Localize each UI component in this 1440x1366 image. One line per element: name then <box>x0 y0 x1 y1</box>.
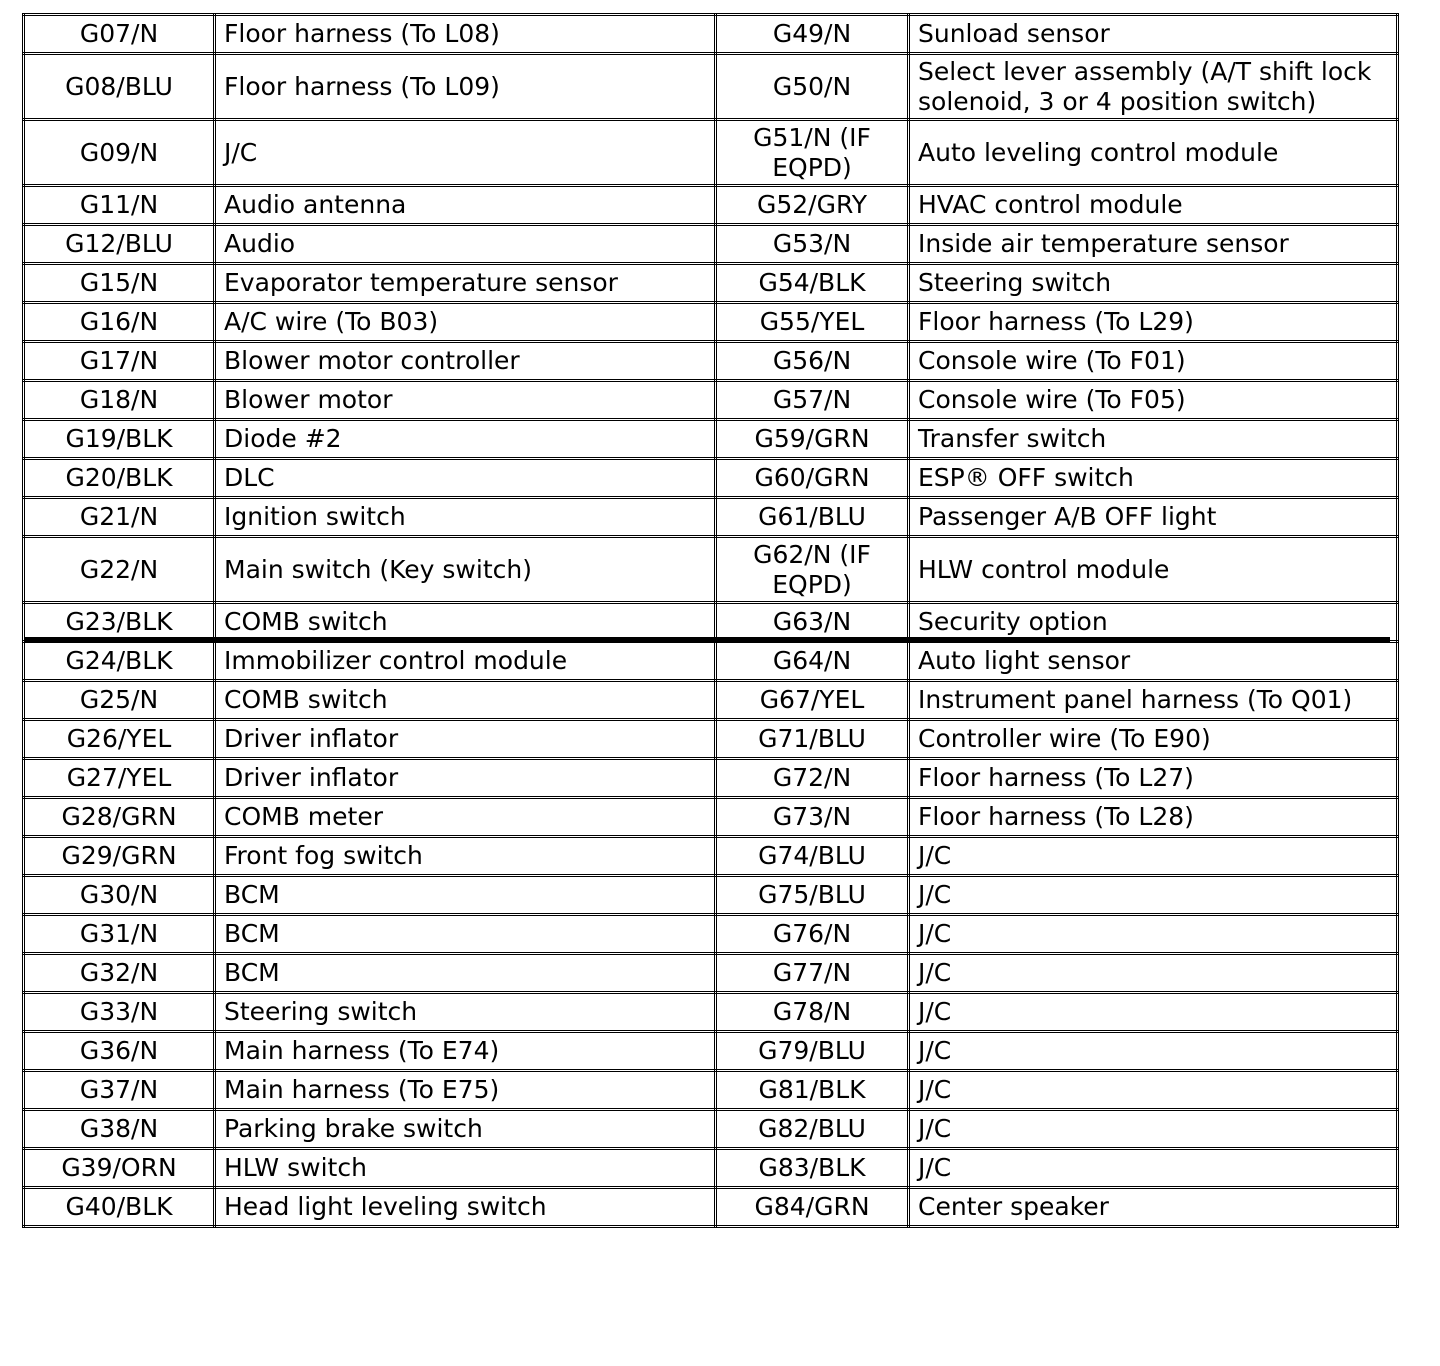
table-row <box>24 1149 1398 1188</box>
connector-code-left: G26/YEL <box>24 720 215 759</box>
table-row <box>24 798 1398 837</box>
connector-code-left: G15/N <box>24 264 215 303</box>
table-row <box>24 642 1398 681</box>
connector-code-right: G67/YEL <box>716 681 909 720</box>
connector-description-right: Steering switch <box>909 264 1398 303</box>
connector-description-right: Auto leveling control module <box>909 120 1398 186</box>
connector-description-left: Blower motor controller <box>215 342 716 381</box>
connector-description-right: ESP® OFF switch <box>909 459 1398 498</box>
connector-description-left: BCM <box>215 915 716 954</box>
connector-description-left: Head light leveling switch <box>215 1188 716 1227</box>
connector-description-right: Floor harness (To L27) <box>909 759 1398 798</box>
table-row <box>24 876 1398 915</box>
connector-code-left: G31/N <box>24 915 215 954</box>
connector-description-right: HVAC control module <box>909 186 1398 225</box>
connector-code-left: G28/GRN <box>24 798 215 837</box>
connector-code-left: G12/BLU <box>24 225 215 264</box>
connector-description-right: HLW control module <box>909 537 1398 603</box>
connector-code-right: G77/N <box>716 954 909 993</box>
connector-code-left: G27/YEL <box>24 759 215 798</box>
table-row <box>24 537 1398 603</box>
connector-description-right: Sunload sensor <box>909 15 1398 54</box>
connector-code-left: G19/BLK <box>24 420 215 459</box>
connector-code-right: G53/N <box>716 225 909 264</box>
connector-description-left: Audio antenna <box>215 186 716 225</box>
connector-description-right: Transfer switch <box>909 420 1398 459</box>
connector-code-left: G33/N <box>24 993 215 1032</box>
table-row <box>24 54 1398 120</box>
table-row <box>24 720 1398 759</box>
table-row <box>24 1110 1398 1149</box>
connector-description-right: Floor harness (To L28) <box>909 798 1398 837</box>
connector-code-right: G51/N (IF EQPD) <box>716 120 909 186</box>
table-row <box>24 954 1398 993</box>
connector-description-right: Console wire (To F01) <box>909 342 1398 381</box>
connector-description-right: J/C <box>909 1032 1398 1071</box>
connector-description-left: DLC <box>215 459 716 498</box>
connector-description-left: Blower motor <box>215 381 716 420</box>
connector-description-right: Controller wire (To E90) <box>909 720 1398 759</box>
connector-code-right: G57/N <box>716 381 909 420</box>
connector-code-right: G76/N <box>716 915 909 954</box>
connector-code-left: G23/BLK <box>24 603 215 642</box>
connector-description-left: Main harness (To E75) <box>215 1071 716 1110</box>
connector-code-left: G11/N <box>24 186 215 225</box>
connector-code-left: G38/N <box>24 1110 215 1149</box>
connector-description-right: Security option <box>909 603 1398 642</box>
connector-description-left: A/C wire (To B03) <box>215 303 716 342</box>
connector-description-left: Front fog switch <box>215 837 716 876</box>
connector-code-right: G61/BLU <box>716 498 909 537</box>
connector-code-left: G30/N <box>24 876 215 915</box>
connector-description-left: Ignition switch <box>215 498 716 537</box>
connector-description-left: Floor harness (To L09) <box>215 54 716 120</box>
table-row <box>24 498 1398 537</box>
table-row <box>24 186 1398 225</box>
table-row <box>24 1188 1398 1227</box>
connector-code-right: G75/BLU <box>716 876 909 915</box>
connector-description-left: Steering switch <box>215 993 716 1032</box>
table-row <box>24 120 1398 186</box>
connector-description-right: Console wire (To F05) <box>909 381 1398 420</box>
connector-description-left: Driver inflator <box>215 720 716 759</box>
connector-code-right: G79/BLU <box>716 1032 909 1071</box>
table-row <box>24 603 1398 642</box>
connector-description-right: J/C <box>909 1149 1398 1188</box>
connector-code-right: G55/YEL <box>716 303 909 342</box>
connector-table-body <box>24 15 1398 1227</box>
connector-description-right: J/C <box>909 954 1398 993</box>
connector-table-sheet <box>22 13 1396 1228</box>
connector-description-right: Auto light sensor <box>909 642 1398 681</box>
connector-description-right: Select lever assembly (A/T shift lock solenoid, 3 or 4 position switch) <box>909 54 1398 120</box>
connector-code-left: G21/N <box>24 498 215 537</box>
connector-code-left: G18/N <box>24 381 215 420</box>
table-row <box>24 459 1398 498</box>
connector-description-right: Instrument panel harness (To Q01) <box>909 681 1398 720</box>
connector-code-left: G36/N <box>24 1032 215 1071</box>
table-row <box>24 225 1398 264</box>
connector-code-left: G22/N <box>24 537 215 603</box>
connector-description-right: Center speaker <box>909 1188 1398 1227</box>
connector-code-left: G32/N <box>24 954 215 993</box>
table-row <box>24 303 1398 342</box>
table-row <box>24 420 1398 459</box>
table-row <box>24 681 1398 720</box>
connector-code-right: G52/GRY <box>716 186 909 225</box>
connector-description-left: HLW switch <box>215 1149 716 1188</box>
table-row <box>24 915 1398 954</box>
connector-code-right: G50/N <box>716 54 909 120</box>
connector-description-right: J/C <box>909 993 1398 1032</box>
connector-code-right: G71/BLU <box>716 720 909 759</box>
connector-code-right: G82/BLU <box>716 1110 909 1149</box>
connector-description-left: Evaporator temperature sensor <box>215 264 716 303</box>
connector-description-left: Immobilizer control module <box>215 642 716 681</box>
connector-code-right: G74/BLU <box>716 837 909 876</box>
connector-description-right: J/C <box>909 876 1398 915</box>
connector-code-right: G72/N <box>716 759 909 798</box>
connector-description-left: BCM <box>215 876 716 915</box>
table-row <box>24 342 1398 381</box>
connector-code-left: G39/ORN <box>24 1149 215 1188</box>
connector-description-left: Main switch (Key switch) <box>215 537 716 603</box>
connector-description-left: COMB switch <box>215 603 716 642</box>
connector-table <box>22 13 1399 1228</box>
connector-code-right: G49/N <box>716 15 909 54</box>
connector-description-right: Passenger A/B OFF light <box>909 498 1398 537</box>
table-row <box>24 15 1398 54</box>
connector-description-right: J/C <box>909 837 1398 876</box>
table-row <box>24 1071 1398 1110</box>
connector-description-left: BCM <box>215 954 716 993</box>
connector-code-left: G08/BLU <box>24 54 215 120</box>
connector-code-right: G73/N <box>716 798 909 837</box>
table-row <box>24 837 1398 876</box>
connector-code-left: G40/BLK <box>24 1188 215 1227</box>
connector-description-left: J/C <box>215 120 716 186</box>
connector-code-right: G62/N (IF EQPD) <box>716 537 909 603</box>
connector-code-right: G56/N <box>716 342 909 381</box>
connector-code-left: G29/GRN <box>24 837 215 876</box>
connector-code-right: G60/GRN <box>716 459 909 498</box>
connector-code-right: G54/BLK <box>716 264 909 303</box>
table-row <box>24 993 1398 1032</box>
connector-code-left: G09/N <box>24 120 215 186</box>
connector-description-right: Floor harness (To L29) <box>909 303 1398 342</box>
connector-description-left: COMB switch <box>215 681 716 720</box>
connector-code-left: G20/BLK <box>24 459 215 498</box>
connector-description-left: Audio <box>215 225 716 264</box>
connector-description-left: Main harness (To E74) <box>215 1032 716 1071</box>
connector-description-left: Floor harness (To L08) <box>215 15 716 54</box>
connector-description-left: Parking brake switch <box>215 1110 716 1149</box>
connector-description-left: Driver inflator <box>215 759 716 798</box>
connector-description-right: J/C <box>909 1110 1398 1149</box>
connector-description-left: COMB meter <box>215 798 716 837</box>
connector-description-right: Inside air temperature sensor <box>909 225 1398 264</box>
table-row <box>24 1032 1398 1071</box>
connector-code-left: G17/N <box>24 342 215 381</box>
connector-code-right: G63/N <box>716 603 909 642</box>
section-divider-line <box>24 637 1390 642</box>
connector-code-right: G81/BLK <box>716 1071 909 1110</box>
connector-code-left: G24/BLK <box>24 642 215 681</box>
table-row <box>24 264 1398 303</box>
connector-code-left: G07/N <box>24 15 215 54</box>
connector-code-right: G59/GRN <box>716 420 909 459</box>
connector-description-right: J/C <box>909 1071 1398 1110</box>
connector-code-left: G37/N <box>24 1071 215 1110</box>
connector-code-right: G78/N <box>716 993 909 1032</box>
table-row <box>24 381 1398 420</box>
connector-code-left: G16/N <box>24 303 215 342</box>
connector-code-right: G83/BLK <box>716 1149 909 1188</box>
connector-code-right: G64/N <box>716 642 909 681</box>
connector-code-right: G84/GRN <box>716 1188 909 1227</box>
connector-description-right: J/C <box>909 915 1398 954</box>
connector-description-left: Diode #2 <box>215 420 716 459</box>
connector-code-left: G25/N <box>24 681 215 720</box>
table-row <box>24 759 1398 798</box>
